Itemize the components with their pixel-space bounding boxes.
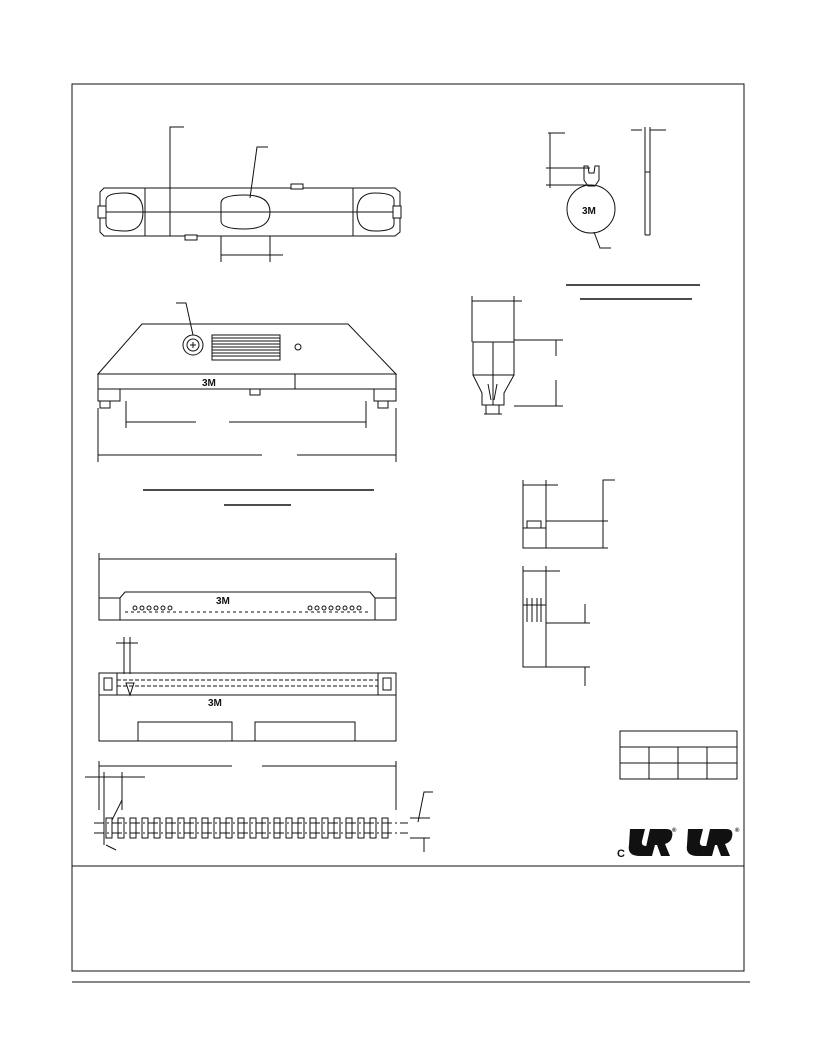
- brand-logo-iso: 3M: [202, 378, 216, 389]
- end-view-drawing: [472, 296, 563, 414]
- contact-bumps-right: [308, 606, 361, 610]
- pin-row: [106, 818, 388, 838]
- ul-registered-mark-2: ®: [735, 828, 740, 834]
- contact-bumps-left: [133, 606, 172, 610]
- brand-logo-front: 3M: [216, 596, 230, 607]
- ul-registered-mark-1: ®: [672, 828, 677, 834]
- brand-logo-key: 3M: [582, 206, 596, 217]
- brand-logo-side: 3M: [208, 698, 222, 709]
- grip-ridges: [212, 335, 280, 360]
- connector-side-view: [99, 637, 396, 741]
- front-view-drawing: [99, 553, 396, 620]
- ul-c-prefix: C: [617, 848, 625, 860]
- side-view-upper: [523, 480, 615, 548]
- pin-footprint-drawing: [85, 761, 433, 852]
- side-view-lower: [523, 566, 590, 686]
- isometric-view-drawing: [98, 303, 396, 505]
- approval-table: [620, 731, 737, 779]
- top-view-drawing: [98, 127, 401, 262]
- polarizing-key-drawing: [546, 127, 700, 299]
- ul-recognition-logo: [617, 827, 740, 860]
